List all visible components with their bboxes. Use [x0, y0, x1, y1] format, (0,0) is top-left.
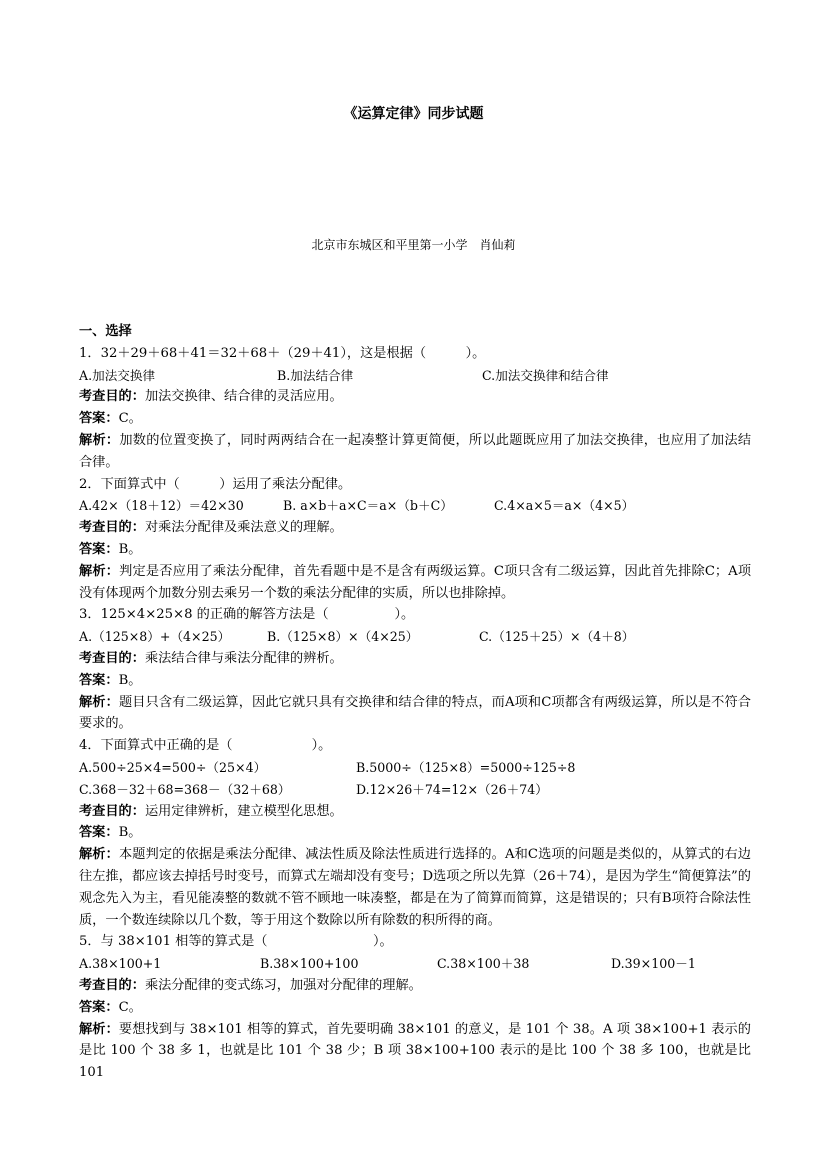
option-a: A.42×（18＋12）＝42×30 [79, 498, 244, 514]
option-a: A.500÷25×4=500÷（25×4） [79, 759, 267, 775]
analysis-label: 解析： [79, 563, 120, 579]
options-row [79, 626, 751, 648]
page-title: 《运算定律》同步试题 [343, 106, 484, 122]
options-row [79, 779, 751, 801]
option-a: A.加法交换律 [79, 367, 156, 383]
question-4 [79, 735, 751, 931]
option-c: C.4×a×5＝a×（4×5） [494, 498, 635, 514]
options-row [79, 757, 751, 779]
option-c: C.38×100＋38 [437, 956, 530, 972]
analysis-text: 判定是否应用了乘法分配律，首先看题中是不是含有两级运算。C项只含有二级运算，因此首先排除C；A项没有体现两个加数分别去乘另一个数的乘法分配律的实质，所以也排除掉。 [79, 563, 752, 601]
answer-text: C。 [118, 411, 142, 427]
question-3 [79, 604, 751, 735]
author-line: 北京市东城区和平里第一小学 肖仙莉 [311, 238, 516, 252]
question-5 [79, 931, 751, 1084]
answer-text: B。 [118, 825, 142, 841]
analysis-label: 解析： [79, 432, 120, 448]
purpose-label: 考查目的： [79, 389, 145, 405]
option-b: B.5000÷（125×8）=5000÷125÷8 [356, 759, 576, 775]
question-1 [79, 343, 751, 474]
option-c: C.368－32＋68=368－（32＋68） [79, 781, 291, 797]
question-stem: 4．下面算式中正确的是（ ）。 [79, 738, 332, 754]
purpose-text: 加法交换律、结合律的灵活应用。 [144, 389, 343, 405]
question-2 [79, 474, 751, 605]
option-c: C.加法交换律和结合律 [482, 367, 609, 383]
options-row [79, 365, 751, 387]
option-d: D.12×26＋74=12×（26＋74） [356, 781, 548, 797]
purpose-label: 考查目的： [79, 650, 145, 666]
content [79, 321, 751, 1084]
question-stem: 2．下面算式中（ ）运用了乘法分配律。 [79, 476, 352, 492]
purpose-text: 乘法结合律与乘法分配律的辨析。 [144, 650, 343, 666]
answer-text: C。 [118, 999, 142, 1015]
question-stem: 5．与 38×101 相等的算式是（ ）。 [79, 934, 393, 950]
option-b: B.加法结合律 [277, 367, 354, 383]
analysis-text: 加数的位置变换了，同时两两结合在一起凑整计算更简便，所以此题既应用了加法交换律，也应用了加法结合律。 [79, 432, 752, 470]
answer-label: 答案： [79, 825, 119, 841]
option-a: A.（125×8）+（4×25） [79, 629, 231, 645]
options-row [79, 495, 751, 517]
option-b: B.38×100+100 [260, 956, 359, 972]
analysis-text: 题目只含有二级运算，因此它就只具有交换律和结合律的特点，而A项和C项都含有两级运算，所以是不符合要求的。 [79, 694, 751, 732]
question-stem: 3．125×4×25×8 的正确的解答方法是（ ）。 [79, 607, 415, 623]
answer-label: 答案： [79, 672, 119, 688]
section-heading: 一、选择 [79, 324, 132, 339]
option-c: C.（125＋25）×（4＋8） [479, 629, 635, 645]
options-row [79, 953, 751, 975]
analysis-label: 解析： [79, 847, 119, 863]
question-stem: 1．32＋29＋68＋41＝32＋68＋（29＋41），这是根据（ ）。 [79, 345, 486, 361]
analysis-label: 解析： [79, 694, 119, 710]
option-d: D.39×100－1 [611, 956, 696, 972]
answer-label: 答案： [79, 541, 119, 557]
purpose-label: 考查目的： [79, 977, 145, 993]
answer-text: B。 [118, 672, 142, 688]
option-b: B. a×b＋a×C＝a×（b＋C） [283, 498, 453, 514]
purpose-text: 运用定律辨析，建立模型化思想。 [144, 803, 343, 819]
analysis-text: 要想找到与 38×101 相等的算式，首先要明确 38×101 的意义，是 101 个 38。A 项 38×100+1 表示的是比 100 个 38 多 1，也就是比 101 个 38 少；B 项 38×100+100 表示的是比 100 个 38 多 100，也就是比 101 [79, 1021, 751, 1081]
purpose-label: 考查目的： [79, 803, 145, 819]
answer-label: 答案： [79, 411, 119, 427]
purpose-label: 考查目的： [79, 520, 145, 536]
answer-text: B。 [118, 541, 142, 557]
option-a: A.38×100+1 [79, 956, 162, 972]
purpose-text: 对乘法分配律及乘法意义的理解。 [144, 520, 343, 536]
analysis-text: 本题判定的依据是乘法分配律、减法性质及除法性质进行选择的。A和C选项的问题是类似的，从算式的右边往左推，都应该去掉括号时变号，而算式左端却没有变号；D选项之所以先算（26＋74），是因为学生“简便算法”的观念先入为主，看见能凑整的数就不管不顾地一味凑整，都是在为了简算而简算，这是错误的；只有B项符合除法性质，一个数连续除以几个数，等于用这个数除以所有除数的积所得的商。 [79, 847, 751, 928]
answer-label: 答案： [79, 999, 119, 1015]
analysis-label: 解析： [79, 1021, 119, 1037]
purpose-text: 乘法分配律的变式练习，加强对分配律的理解。 [144, 977, 422, 993]
option-b: B.（125×8）×（4×25） [267, 629, 419, 645]
